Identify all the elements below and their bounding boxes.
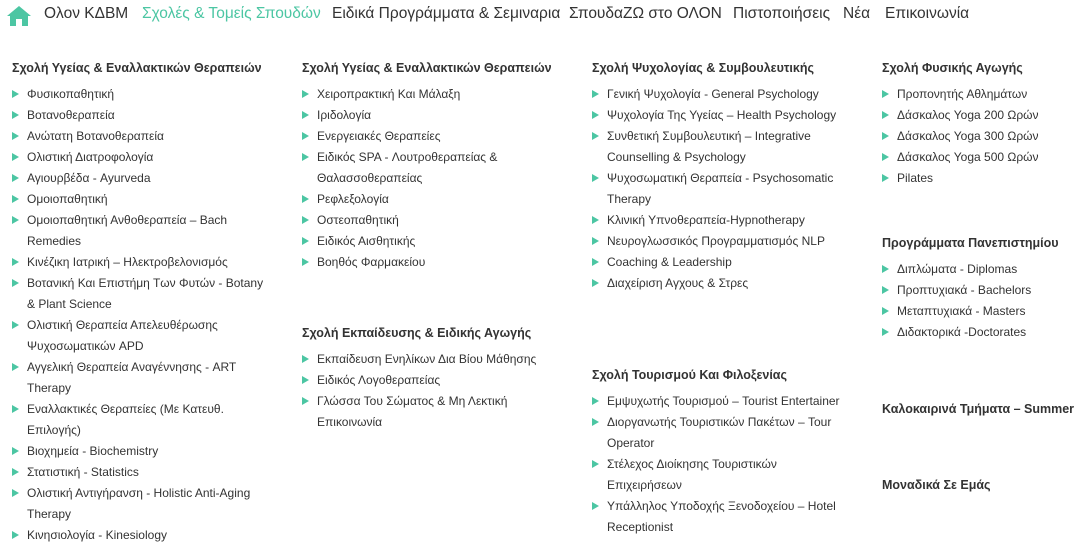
course-list: [592, 391, 842, 538]
nav-item-olon-kdbm[interactable]: Ολον ΚΔΒΜ: [44, 5, 129, 22]
menu-link[interactable]: Ενεργειακές Θεραπείες: [302, 126, 542, 147]
triangle-bullet-icon: [302, 132, 309, 140]
column-heading[interactable]: Καλοκαιρινά Τμήματα – Summer: [882, 402, 1074, 416]
triangle-bullet-icon: [592, 502, 599, 510]
triangle-bullet-icon: [302, 355, 309, 363]
menu-column-summer: [882, 399, 1074, 419]
triangle-bullet-icon: [882, 328, 889, 336]
menu-link[interactable]: Βιοχημεία - Biochemistry: [12, 441, 274, 462]
triangle-bullet-icon: [592, 216, 599, 224]
menu-link[interactable]: Δάσκαλος Yoga 500 Ωρών: [882, 147, 1051, 168]
nav-item-contact[interactable]: Επικοινωνία: [885, 5, 970, 22]
column-heading[interactable]: Σχολή Τουρισμού Και Φιλοξενίας: [592, 368, 787, 382]
menu-link[interactable]: Κινησιολογία - Kinesiology: [12, 525, 274, 546]
menu-link[interactable]: Διαχείριση Αγχους & Στρες: [592, 273, 842, 294]
column-heading[interactable]: Σχολή Υγείας & Εναλλακτικών Θεραπειών: [302, 61, 552, 75]
menu-link[interactable]: Γενική Ψυχολογία - General Psychology: [592, 84, 842, 105]
triangle-bullet-icon: [12, 216, 19, 224]
menu-link[interactable]: Ψυχολογία Της Υγείας – Health Psychology: [592, 105, 842, 126]
nav-item-special-programs[interactable]: Ειδικά Προγράμματα & Σεμιναρια: [332, 5, 561, 22]
column-heading[interactable]: Σχολή Εκπαίδευσης & Ειδικής Αγωγής: [302, 326, 532, 340]
menu-link[interactable]: Υπάλληλος Υποδοχής Ξενοδοχείου – Hotel Receptionist: [592, 496, 842, 538]
triangle-bullet-icon: [12, 321, 19, 329]
triangle-bullet-icon: [12, 153, 19, 161]
menu-link[interactable]: Αγγελική Θεραπεία Αναγέννησης - ART Therapy: [12, 357, 274, 399]
triangle-bullet-icon: [882, 111, 889, 119]
menu-link[interactable]: Pilates: [882, 168, 1051, 189]
menu-link[interactable]: Δάσκαλος Yoga 200 Ωρών: [882, 105, 1051, 126]
course-list: [12, 84, 274, 546]
triangle-bullet-icon: [12, 90, 19, 98]
triangle-bullet-icon: [12, 468, 19, 476]
triangle-bullet-icon: [592, 132, 599, 140]
menu-link[interactable]: Ρεφλεξολογία: [302, 189, 542, 210]
triangle-bullet-icon: [592, 397, 599, 405]
menu-column-unique: [882, 475, 1051, 495]
course-list: [302, 349, 552, 433]
menu-link[interactable]: Εμψυχωτής Τουρισμού – Tourist Entertainer: [592, 391, 842, 412]
triangle-bullet-icon: [302, 376, 309, 384]
menu-link[interactable]: Ομοιοπαθητική Ανθοθεραπεία – Bach Remedies: [12, 210, 274, 252]
triangle-bullet-icon: [302, 216, 309, 224]
triangle-bullet-icon: [302, 258, 309, 266]
triangle-bullet-icon: [302, 397, 309, 405]
menu-column-health-2: [302, 58, 552, 273]
triangle-bullet-icon: [12, 531, 19, 539]
menu-link[interactable]: Εναλλακτικές Θεραπείες (Με Κατευθ. Επιλογής): [12, 399, 274, 441]
triangle-bullet-icon: [302, 111, 309, 119]
home-icon[interactable]: [6, 5, 32, 27]
menu-link[interactable]: Coaching & Leadership: [592, 252, 842, 273]
menu-link[interactable]: Γλώσσα Του Σώματος & Μη Λεκτική Επικοινωνία: [302, 391, 552, 433]
nav-item-schools[interactable]: Σχολές & Τομείς Σπουδών: [142, 5, 321, 22]
triangle-bullet-icon: [12, 447, 19, 455]
triangle-bullet-icon: [882, 153, 889, 161]
triangle-bullet-icon: [882, 286, 889, 294]
triangle-bullet-icon: [592, 258, 599, 266]
nav-item-certifications[interactable]: Πιστοποιήσεις: [733, 5, 831, 22]
menu-link[interactable]: Διοργανωτής Τουριστικών Πακέτων – Tour Operator: [592, 412, 842, 454]
column-heading[interactable]: Σχολή Ψυχολογίας & Συμβουλευτικής: [592, 61, 815, 75]
course-list: [882, 259, 1051, 343]
menu-link[interactable]: Ψυχοσωματική Θεραπεία - Psychosomatic Therapy: [592, 168, 842, 210]
menu-link[interactable]: Διπλώματα - Diplomas: [882, 259, 1051, 280]
menu-link[interactable]: Ιριδολογία: [302, 105, 542, 126]
triangle-bullet-icon: [302, 90, 309, 98]
menu-link[interactable]: Στατιστική - Statistics: [12, 462, 274, 483]
triangle-bullet-icon: [882, 265, 889, 273]
menu-link[interactable]: Ειδικός Αισθητικής: [302, 231, 542, 252]
menu-link[interactable]: Εκπαίδευση Ενηλίκων Δια Βίου Μάθησης: [302, 349, 552, 370]
triangle-bullet-icon: [592, 237, 599, 245]
triangle-bullet-icon: [592, 90, 599, 98]
menu-column-university: [882, 233, 1059, 343]
menu-link[interactable]: Συνθετική Συμβουλευτική – Integrative Counselling & Psychology: [592, 126, 842, 168]
triangle-bullet-icon: [12, 195, 19, 203]
triangle-bullet-icon: [882, 174, 889, 182]
triangle-bullet-icon: [882, 90, 889, 98]
triangle-bullet-icon: [302, 237, 309, 245]
menu-link[interactable]: Κλινική Υπνοθεραπεία-Hypnotherapy: [592, 210, 842, 231]
menu-link[interactable]: Προπτυχιακά - Bachelors: [882, 280, 1051, 301]
course-list: [592, 84, 842, 294]
menu-link[interactable]: Οστεοπαθητική: [302, 210, 542, 231]
nav-item-spoudazo[interactable]: ΣπουδαΖΩ στο ΟΛΟΝ: [569, 5, 722, 22]
menu-link[interactable]: Αγιουρβέδα - Ayurveda: [12, 168, 274, 189]
triangle-bullet-icon: [12, 132, 19, 140]
triangle-bullet-icon: [12, 258, 19, 266]
menu-link[interactable]: Φυσικοπαθητική: [12, 84, 274, 105]
triangle-bullet-icon: [592, 418, 599, 426]
menu-link[interactable]: Μεταπτυχιακά - Masters: [882, 301, 1051, 322]
triangle-bullet-icon: [12, 279, 19, 287]
course-list: [882, 84, 1051, 189]
menu-link[interactable]: Ομοιοπαθητική: [12, 189, 274, 210]
menu-column-psychology: [592, 58, 842, 294]
column-heading[interactable]: Σχολή Φυσικής Αγωγής: [882, 61, 1023, 75]
triangle-bullet-icon: [12, 174, 19, 182]
triangle-bullet-icon: [12, 363, 19, 371]
nav-item-news[interactable]: Νέα: [843, 5, 871, 22]
column-heading[interactable]: Μοναδικά Σε Εμάς: [882, 478, 991, 492]
menu-link[interactable]: Κινέζικη Ιατρική – Ηλεκτροβελονισμός: [12, 252, 274, 273]
menu-column-physical-education: [882, 58, 1051, 189]
triangle-bullet-icon: [882, 132, 889, 140]
triangle-bullet-icon: [12, 489, 19, 497]
triangle-bullet-icon: [12, 405, 19, 413]
triangle-bullet-icon: [882, 307, 889, 315]
menu-link[interactable]: Βοηθός Φαρμακείου: [302, 252, 542, 273]
triangle-bullet-icon: [592, 174, 599, 182]
menu-link[interactable]: Ανώτατη Βοτανοθεραπεία: [12, 126, 274, 147]
triangle-bullet-icon: [592, 279, 599, 287]
menu-link[interactable]: Ολιστική Θεραπεία Απελευθέρωσης Ψυχοσωματικών APD: [12, 315, 274, 357]
menu-link[interactable]: Στέλεχος Διοίκησης Τουριστικών Επιχειρήσεων: [592, 454, 842, 496]
menu-link[interactable]: Ολιστική Αντιγήρανση - Holistic Anti-Aging Therapy: [12, 483, 274, 525]
course-list: [302, 84, 542, 273]
menu-link[interactable]: Προπονητής Αθλημάτων: [882, 84, 1051, 105]
triangle-bullet-icon: [12, 111, 19, 119]
triangle-bullet-icon: [592, 111, 599, 119]
menu-column-health-1: [12, 58, 274, 546]
menu-link[interactable]: Βοτανική Και Επιστήμη Των Φυτών - Botany & Plant Science: [12, 273, 274, 315]
menu-link[interactable]: Διδακτορικά -Doctorates: [882, 322, 1051, 343]
menu-column-education: [302, 323, 552, 433]
triangle-bullet-icon: [302, 153, 309, 161]
menu-link[interactable]: Βοτανοθεραπεία: [12, 105, 274, 126]
column-heading[interactable]: Προγράμματα Πανεπιστημίου: [882, 236, 1059, 250]
menu-link[interactable]: Ολιστική Διατροφολογία: [12, 147, 274, 168]
menu-link[interactable]: Ειδικός SPA - Λουτροθεραπείας & Θαλασσοθεραπείας: [302, 147, 542, 189]
menu-column-tourism: [592, 365, 842, 538]
menu-link[interactable]: Νευρογλωσσικός Προγραμματισμός NLP: [592, 231, 842, 252]
top-navigation: [0, 0, 1051, 32]
column-heading[interactable]: Σχολή Υγείας & Εναλλακτικών Θεραπειών: [12, 61, 262, 75]
menu-link[interactable]: Χειροπρακτική Και Μάλαξη: [302, 84, 542, 105]
menu-link[interactable]: Δάσκαλος Yoga 300 Ωρών: [882, 126, 1051, 147]
triangle-bullet-icon: [592, 460, 599, 468]
triangle-bullet-icon: [302, 195, 309, 203]
menu-link[interactable]: Ειδικός Λογοθεραπείας: [302, 370, 552, 391]
